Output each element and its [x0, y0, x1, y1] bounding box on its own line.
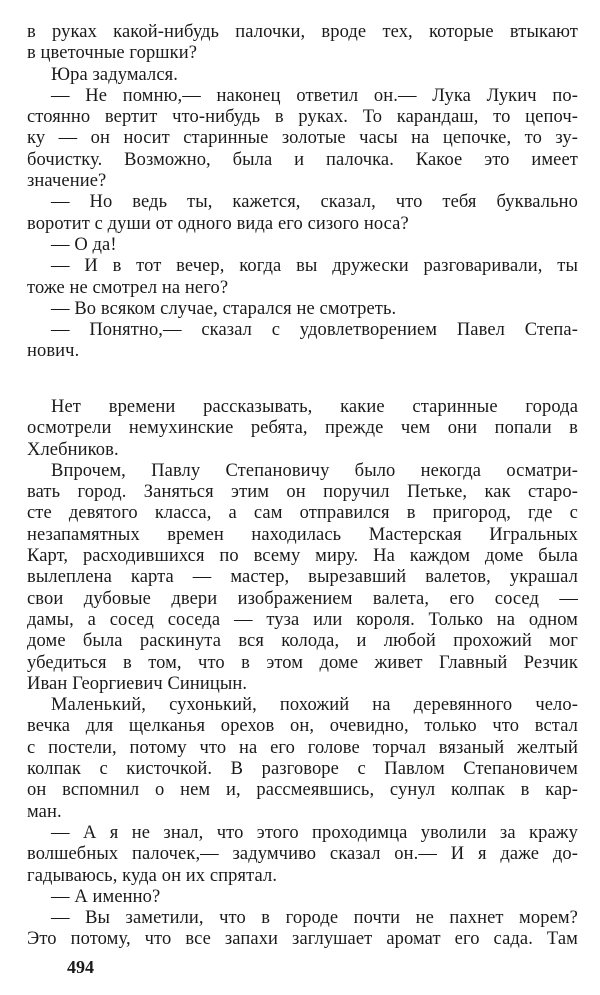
text-line: вать город. Заняться этим он поручил Петьке, как старо- [27, 482, 578, 503]
text-line: Иван Георгиевич Синицын. [27, 673, 248, 694]
text-line: осмотрели немухинские ребята, прежде чем они попали в [27, 418, 578, 439]
paragraph [27, 235, 578, 256]
text-line: — И в тот вечер, когда вы дружески разговаривали, ты [51, 256, 578, 277]
text-line: Нет времени рассказывать, какие старинные города [51, 397, 578, 417]
text-line: убедиться в том, что в этом доме живет Главный Резчик [27, 652, 578, 673]
paragraph [27, 299, 578, 320]
paragraph [27, 22, 578, 65]
text-line: Впрочем, Павлу Степановичу было некогда осматри- [51, 460, 578, 481]
text-block-top [27, 22, 578, 363]
paragraph [27, 461, 578, 695]
text-line: свои дубовые двери изображением валета, его сосед — [27, 588, 578, 609]
paragraph [27, 887, 578, 908]
text-line: вечка для щелканья орехов он, очевидно, только что встал [27, 716, 578, 737]
text-line: в руках какой-нибудь палочки, вроде тех, которые втыкают [27, 22, 578, 42]
text-line: — Понятно,— сказал с удовлетворением Павел Степа- [51, 320, 578, 341]
text-line: он вспомнил о нем и, рассмеявшись, сунул колпак в кар- [27, 780, 578, 801]
text-line: Хлебников. [27, 439, 119, 460]
text-line: ман. [27, 801, 62, 822]
text-line: колпак с кисточкой. В разговоре с Павлом Степановичем [27, 759, 578, 780]
text-line: ку — он носит старинные золотые часы на цепочке, то зу- [27, 128, 578, 149]
paragraph [27, 192, 578, 235]
text-line: Карт, расходившихся по всему миру. На каждом доме была [27, 546, 578, 567]
text-line: значение? [27, 171, 107, 192]
text-line: — А именно? [51, 886, 161, 907]
text-line: дамы, а сосед соседа — туза или короля. Только на одном [27, 609, 578, 630]
text-line: стоянно вертит что-нибудь в руках. То карандаш, то цепоч- [27, 107, 578, 128]
text-line: гадываюсь, куда он их спрятал. [27, 865, 278, 886]
text-line: незапамятных времен находилась Мастерская Игральных [27, 524, 578, 545]
text-line: нович. [27, 341, 80, 362]
text-line: бочистку. Возможно, была и палочка. Какое это имеет [27, 149, 578, 170]
page-number: 494 [67, 957, 94, 977]
text-line: вылеплена карта — мастер, вырезавший валетов, украшал [27, 567, 578, 588]
text-line: доме была раскинута вся колода, и любой прохожий мог [27, 631, 578, 652]
text-line: с постели, потому что на его голове торчал вязаный желтый [27, 737, 578, 758]
text-line: сте девятого класса, а сам отправился в пригород, где с [27, 503, 578, 524]
paragraph [27, 823, 578, 887]
text-line: — Не помню,— наконец ответил он.— Лука Лукич по- [51, 85, 578, 106]
text-line: воротит с души от одного вида его сизого носа? [27, 213, 409, 234]
text-line: тоже не смотрел на него? [27, 277, 229, 298]
paragraph [27, 320, 578, 363]
paragraph [27, 695, 578, 823]
paragraph [27, 86, 578, 192]
text-line: Маленький, сухонький, похожий на деревянного чело- [51, 695, 578, 716]
text-line: в цветочные горшки? [27, 43, 198, 64]
paragraph [27, 397, 578, 461]
paragraph [27, 65, 578, 86]
text-line: — О да! [51, 234, 117, 255]
text-line: Это потому, что все запахи заглушает аромат его сада. Там [27, 929, 578, 950]
text-line: — А я не знал, что этого проходимца уволили за кражу [51, 822, 578, 843]
text-line: — Во всяком случае, старался не смотреть. [51, 298, 397, 319]
text-line: — Но ведь ты, кажется, сказал, что тебя буквально [51, 192, 578, 213]
text-line: волшебных палочек,— задумчиво сказал он.— И я даже до- [27, 844, 578, 865]
text-line: Юра задумался. [51, 64, 178, 85]
paragraph [27, 256, 578, 299]
text-block-bottom [27, 397, 578, 951]
paragraph [27, 908, 578, 951]
text-line: — Вы заметили, что в городе почти не пахнет морем? [51, 908, 578, 929]
